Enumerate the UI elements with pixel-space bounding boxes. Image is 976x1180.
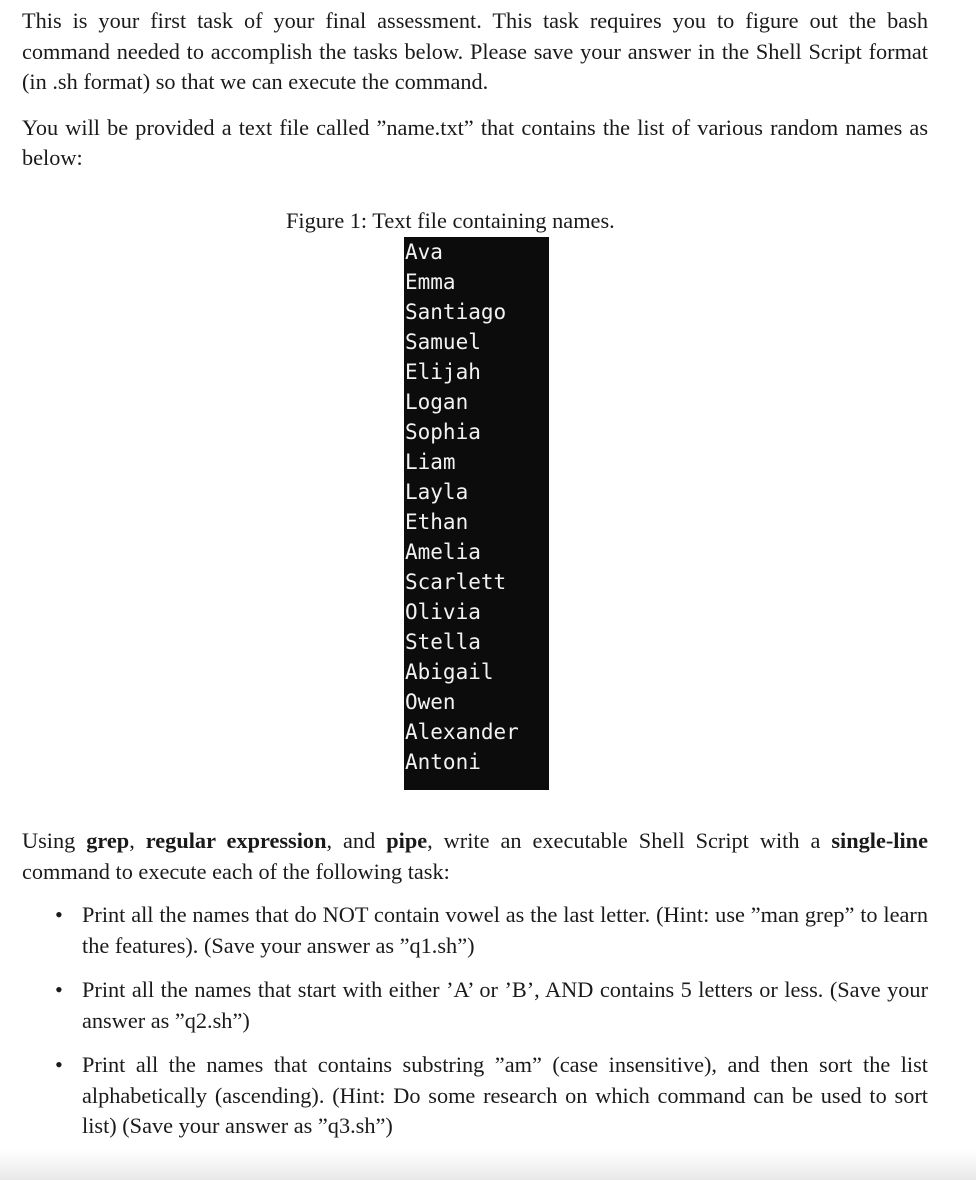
name-line: Santiago xyxy=(405,300,507,324)
task-text: Print all the names that contains substring ”am” (case insensitive), and then sort the list alphabetically (ascending). (Hint: Do some research on which command can be used to sort list) (Save your answer as ”q3.sh”) xyxy=(82,1052,928,1138)
task-item-q2 xyxy=(22,975,928,1036)
instr-text: command to execute each of the following task: xyxy=(22,858,450,884)
instr-text: , write an executable Shell Script with a xyxy=(427,828,832,853)
name-line: Elijah xyxy=(405,360,481,384)
name-line: Stella xyxy=(405,630,481,654)
name-file-paragraph: You will be provided a text file called ”name.txt” that contains the list of various random names as below: xyxy=(22,114,928,170)
name-line: Abigail xyxy=(405,660,494,684)
name-line: Antoni xyxy=(405,750,481,774)
name-line: Scarlett xyxy=(405,570,507,594)
bottom-page-shade xyxy=(0,1150,976,1180)
task-text: Print all the names that do NOT contain vowel as the last letter. (Hint: use ”man grep” to learn the features). (Save your answer as ”q1.sh”) xyxy=(82,902,928,958)
document-page xyxy=(22,6,928,1138)
keyword-grep: grep xyxy=(86,828,130,853)
name-line: Liam xyxy=(405,450,456,474)
keyword-pipe: pipe xyxy=(386,828,428,853)
name-line: Logan xyxy=(405,390,469,414)
names-terminal-image xyxy=(404,237,549,790)
bullet-icon: • xyxy=(55,1052,63,1077)
name-line: Owen xyxy=(405,690,456,714)
task-item-q1 xyxy=(22,900,928,961)
keyword-regex: regular expression xyxy=(145,828,327,853)
task-list xyxy=(22,900,928,1142)
instructions-paragraph xyxy=(22,826,928,887)
intro-paragraph: This is your first task of your final assessment. This task requires you to figure out the bash command needed to accomplish the tasks below. Please save your answer in the Shell Script format (in .sh format) so that we can execute the command. xyxy=(22,8,928,94)
task-instructions xyxy=(22,826,928,1156)
name-line: Amelia xyxy=(405,540,481,564)
instr-text: Using xyxy=(22,828,87,853)
name-line: Emma xyxy=(405,270,456,294)
name-line: Sophia xyxy=(405,420,481,444)
name-line: Layla xyxy=(405,480,469,504)
instr-text: , and xyxy=(326,828,387,853)
bullet-icon: • xyxy=(55,977,63,1002)
instr-text: , xyxy=(129,828,146,853)
name-line: Samuel xyxy=(405,330,481,354)
name-line: Olivia xyxy=(405,600,481,624)
keyword-single-line: single-line xyxy=(831,828,928,853)
name-line: Ethan xyxy=(405,510,469,534)
name-line: Ava xyxy=(405,240,443,264)
bullet-icon: • xyxy=(55,902,63,927)
name-line: Alexander xyxy=(405,720,519,744)
task-item-q3 xyxy=(22,1050,928,1142)
task-text: Print all the names that start with either ’A’ or ’B’, AND contains 5 letters or less. (Save your answer as ”q2.sh”) xyxy=(82,977,928,1033)
figure-caption: Figure 1: Text file containing names. xyxy=(286,208,615,233)
